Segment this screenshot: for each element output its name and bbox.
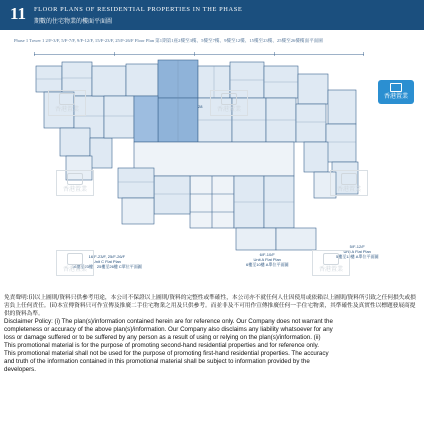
floor-plan-caption: Phase 1 Tower 1 2/F-3/F, 5/F-7/F, 9/F-12/F, 15/F-23/F, 25/F-26/F Floor Plan 第1期第1座2樓至3樓、5樓至7樓、9樓至12樓、15樓至23樓、25樓至26樓樓面平面圖 — [14, 38, 323, 43]
plan-page-label: 28 — [198, 104, 203, 109]
watermark-3: 香港置業 — [56, 170, 94, 196]
plan-outline — [36, 60, 358, 250]
page-number: 11 — [10, 4, 27, 23]
disclaimer-line: loss or damage suffered or to be suffered by any person as a result of using or relying on the plan(s)/information. (ii) — [4, 334, 321, 341]
disclaimer-line: completeness or accuracy of the above plan(s)/information. Our Company also disclaims any liability whatsoever for any — [4, 326, 333, 333]
watermark-1: 香港置業 — [48, 90, 86, 116]
disclaimer — [4, 294, 420, 374]
watermark-5: 香港置業 — [56, 250, 94, 276]
unit-label-a-6f: 6/F-10/F Unit A Flat Plan 6樓至10樓 A單位平面圖 — [246, 252, 289, 267]
floor-plan-drawing — [14, 44, 410, 280]
title-chinese: 期數的住宅物業的樓面平面圖 — [34, 18, 113, 25]
house-icon — [221, 93, 237, 105]
disclaimer-line: This promotional material is for the purpose of promoting second-hand residential properties and for reference only. — [4, 342, 319, 349]
house-icon — [67, 253, 83, 265]
disclaimer-chinese: 免責聲明:(i)以上圖則/資料只供參考用途，本公司不保證以上圖則/資料的完整性或準確性，本公司亦不就任何人仕因使用或依賴以上圖則/資料所引致之任何損失或損害負上任何責任。(ii)本宣傳資料只可作宣傳及推廣二手住宅物業之用及只供參考。而並非及不可用作宣傳推廣任何一手住宅物業，其準確性及真實性以標題發展商提供的資料為準。 — [4, 295, 416, 317]
house-icon — [341, 173, 357, 185]
dimension-ticks — [34, 52, 364, 56]
disclaimer-line: Disclaimer Policy: (i) The plan(s)/information contained herein are for reference only. Our Company does not warrant the — [4, 318, 333, 325]
disclaimer-line: and truth of the information contained in this promotional material shall be subject to information provided by the — [4, 358, 310, 365]
house-icon — [67, 173, 83, 185]
agency-badge: 香港置業 — [378, 80, 414, 104]
disclaimer-line: This promotional material shall not be used for the purpose of promoting first-hand residential properties. The accuracy — [4, 350, 329, 357]
disclaimer-line: developers. — [4, 366, 36, 373]
unit-label-a-5f: 5/F-12/F Unit A Flat Plan 5樓至12樓 A單位平面圖 — [336, 244, 379, 259]
watermark-4: 香港置業 — [330, 170, 368, 196]
watermark-2: 香港置業 — [210, 90, 248, 116]
house-icon — [59, 93, 75, 105]
unit-label-c: 16/F-23/F, 25/F-26/F Unit C Flat Plan 16樓至23樓、25樓至26樓 C單位平面圖 — [72, 254, 142, 269]
house-icon — [323, 253, 339, 265]
title-english: FLOOR PLANS OF RESIDENTIAL PROPERTIES IN THE PHASE — [34, 6, 243, 13]
page-header — [0, 0, 424, 30]
house-icon — [390, 83, 402, 92]
watermark-6: 香港置業 — [312, 250, 350, 276]
